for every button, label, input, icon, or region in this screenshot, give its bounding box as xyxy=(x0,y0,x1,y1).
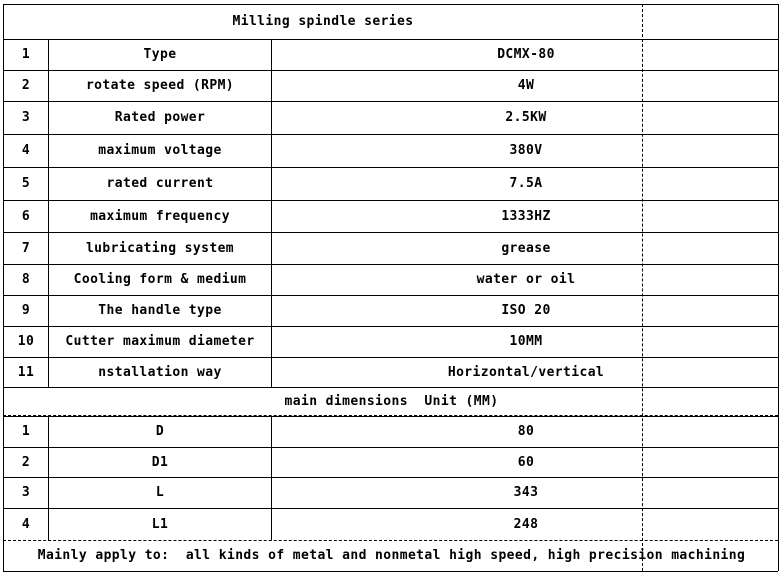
spec-row-value: DCMX-80 xyxy=(497,47,555,62)
spec-row-value: ISO 20 xyxy=(501,303,551,318)
dimension-row-label: L1 xyxy=(151,516,169,532)
spec-row-value: 380V xyxy=(509,143,543,158)
footer-note: Mainly apply to: all kinds of metal and nonmetal high speed, high precision machining xyxy=(37,547,746,563)
table-top-border xyxy=(3,4,778,5)
spec-row-value: Horizontal/vertical xyxy=(447,364,605,380)
row-divider xyxy=(3,387,778,388)
spec-row-value: 2.5KW xyxy=(505,110,547,125)
dimension-row-value: 248 xyxy=(513,516,539,532)
spec-row-number: 11 xyxy=(17,364,35,380)
dimension-row-label: L xyxy=(155,485,165,500)
spec-row-parameter: lubricating system xyxy=(85,240,235,256)
spec-row-parameter: maximum frequency xyxy=(90,208,230,224)
row-divider xyxy=(3,540,778,541)
spec-row-parameter: nstallation way xyxy=(98,364,222,380)
spec-row-parameter: maximum voltage xyxy=(98,143,222,158)
spec-row-number: 3 xyxy=(21,110,31,125)
dimension-row-value: 80 xyxy=(517,424,535,439)
spec-row-parameter: The handle type xyxy=(98,303,222,318)
dimension-row-number: 2 xyxy=(21,454,31,470)
spec-row-value: water or oil xyxy=(476,272,576,287)
spec-row-number: 10 xyxy=(17,334,35,349)
spec-row-value: 4W xyxy=(517,78,535,93)
dimension-row-number: 4 xyxy=(21,516,31,532)
spec-row-number: 7 xyxy=(21,240,31,256)
spec-row-parameter: rotate speed (RPM) xyxy=(85,78,235,93)
spec-row-number: 6 xyxy=(21,208,31,224)
spec-row-number: 9 xyxy=(21,303,31,318)
dimension-row-label: D1 xyxy=(151,454,169,470)
spec-row-parameter: Rated power xyxy=(114,110,206,125)
spec-row-value: grease xyxy=(501,240,551,256)
table-bottom-border xyxy=(3,571,778,572)
spec-row-number: 8 xyxy=(21,272,31,287)
spec-row-value: 10MM xyxy=(509,334,543,349)
spec-row-number: 2 xyxy=(21,78,31,93)
spec-row-parameter: Cooling form & medium xyxy=(73,272,247,287)
spec-row-parameter: rated current xyxy=(106,176,214,191)
spec-row-value: 1333HZ xyxy=(501,208,551,224)
spec-row-parameter: Cutter maximum diameter xyxy=(65,334,255,349)
spec-row-parameter: Type xyxy=(143,47,177,62)
spec-row-number: 1 xyxy=(21,47,31,62)
dimension-row-value: 343 xyxy=(513,485,539,500)
spec-row-number: 5 xyxy=(21,176,31,191)
dimensions-title: main dimensions Unit (MM) xyxy=(284,394,499,409)
sheet-title: Milling spindle series xyxy=(232,14,414,29)
spec-row-number: 4 xyxy=(21,143,31,158)
dimension-row-number: 1 xyxy=(21,424,31,439)
dimension-row-number: 3 xyxy=(21,485,31,500)
dimension-row-value: 60 xyxy=(517,454,535,470)
spec-row-value: 7.5A xyxy=(509,176,543,191)
dimension-row-label: D xyxy=(155,424,165,439)
